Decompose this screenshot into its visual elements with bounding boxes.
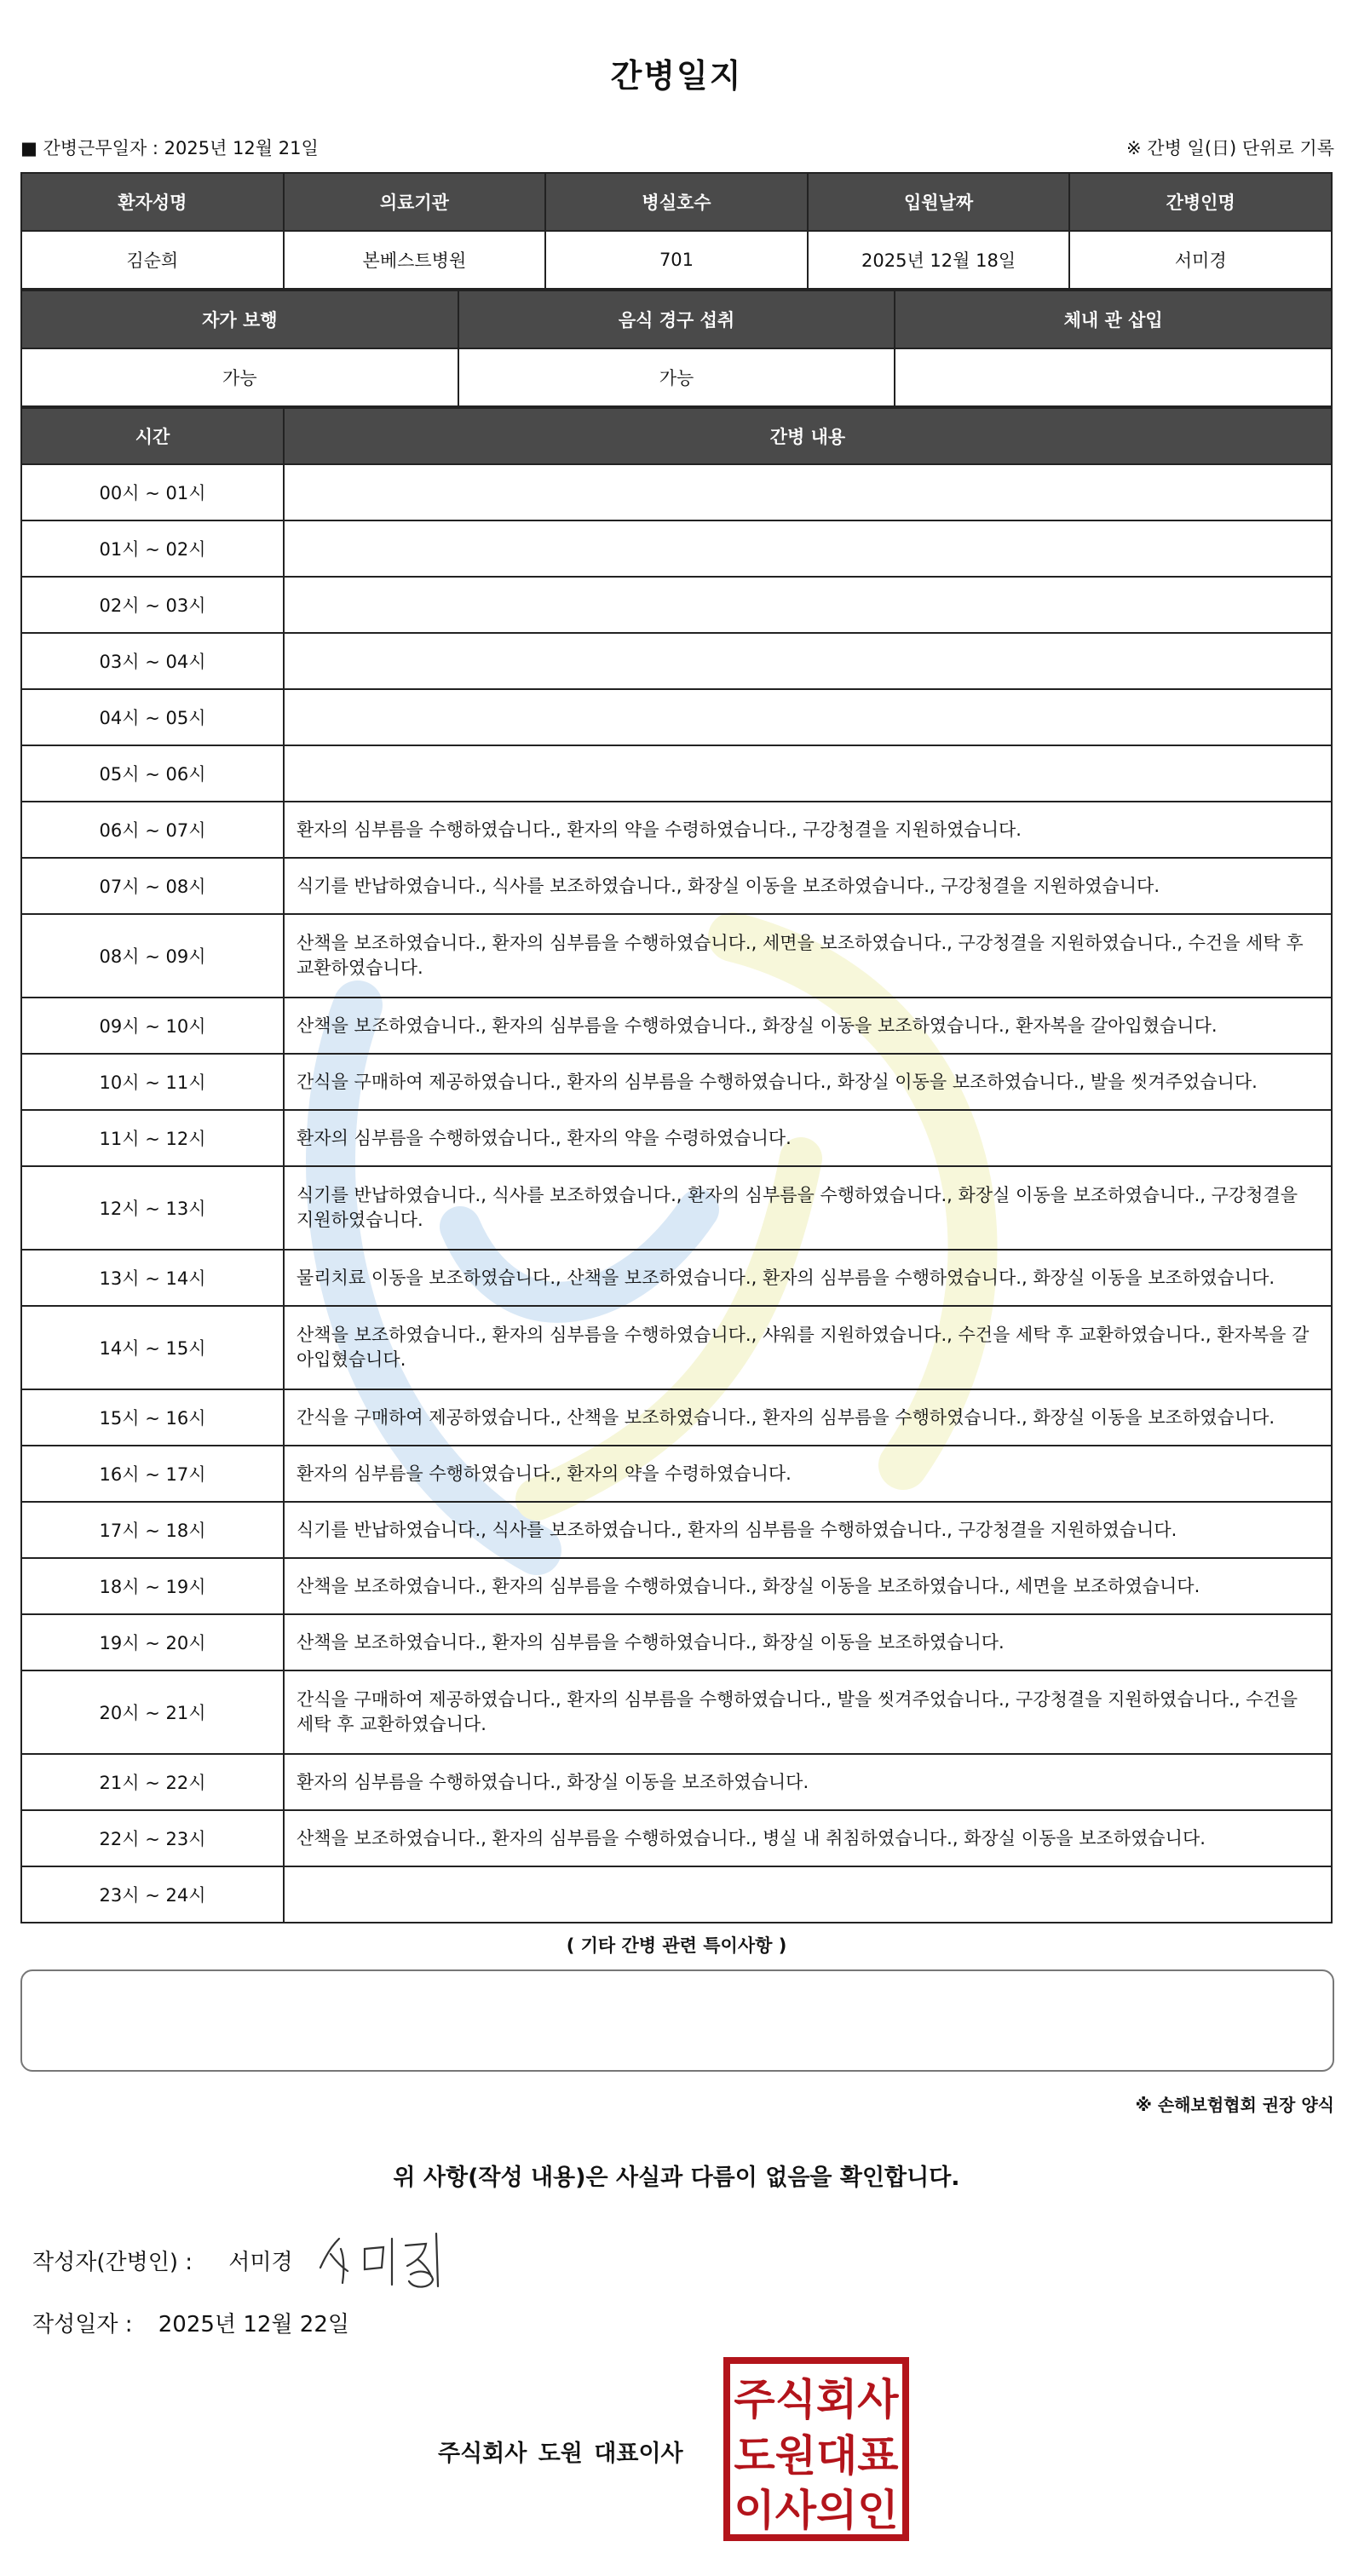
- header-oral-intake: 음식 경구 섭취: [458, 290, 895, 348]
- care-log-row: [21, 633, 1332, 689]
- header-care-content: 간병 내용: [284, 408, 1332, 464]
- care-log-time: 11시 ~ 12시: [21, 1110, 284, 1166]
- seal-text-line-1: 주식회사: [734, 2375, 899, 2424]
- care-log-row: [21, 1866, 1332, 1923]
- care-log-body: [21, 464, 1332, 1923]
- patient-name: 김순희: [21, 231, 284, 289]
- confirmation-statement: 위 사항(작성 내용)은 사실과 다름이 없음을 확인합니다.: [393, 2165, 960, 2191]
- care-log-content: [284, 633, 1332, 689]
- care-log-content: 물리치료 이동을 보조하였습니다., 산책을 보조하였습니다., 환자의 심부름을 수행하였습니다., 화장실 이동을 보조하였습니다.: [284, 1250, 1332, 1306]
- care-log-row: [21, 1110, 1332, 1166]
- care-log-time: 23시 ~ 24시: [21, 1866, 284, 1923]
- patient-info-value-row: [21, 231, 1332, 289]
- care-log-content: 환자의 심부름을 수행하였습니다., 환자의 약을 수령하였습니다.: [284, 1110, 1332, 1166]
- patient-info-header-row: [21, 173, 1332, 231]
- care-log-row: [21, 914, 1332, 998]
- care-log-row: [21, 464, 1332, 520]
- company-representative: 주식회사 도원 대표이사: [438, 2441, 683, 2467]
- care-log-row: [21, 1810, 1332, 1866]
- care-log-content: 식기를 반납하였습니다., 식사를 보조하였습니다., 화장실 이동을 보조하였습니다., 구강청결을 지원하였습니다.: [284, 858, 1332, 914]
- header-hospital: 의료기관: [284, 173, 546, 231]
- care-log-row: [21, 998, 1332, 1054]
- care-log-content: 산책을 보조하였습니다., 환자의 심부름을 수행하였습니다., 화장실 이동을 보조하였습니다., 세면을 보조하였습니다.: [284, 1558, 1332, 1614]
- patient-info-table: [20, 172, 1333, 290]
- care-log-time: 20시 ~ 21시: [21, 1670, 284, 1754]
- care-log-row: [21, 1502, 1332, 1558]
- care-log-content: [284, 745, 1332, 802]
- care-log-content: 산책을 보조하였습니다., 환자의 심부름을 수행하였습니다., 세면을 보조하였습니다., 구강청결을 지원하였습니다., 수건을 세탁 후 교환하였습니다.: [284, 914, 1332, 998]
- handwritten-signature: [314, 2223, 458, 2291]
- care-log-row: [21, 1446, 1332, 1502]
- care-log-row: [21, 1250, 1332, 1306]
- care-log-time: 14시 ~ 15시: [21, 1306, 284, 1389]
- header-admission-date: 입원날짜: [808, 173, 1070, 231]
- care-log-time: 18시 ~ 19시: [21, 1558, 284, 1614]
- care-log-row: [21, 1558, 1332, 1614]
- care-log-time: 15시 ~ 16시: [21, 1389, 284, 1446]
- care-log-content: 식기를 반납하였습니다., 식사를 보조하였습니다., 환자의 심부름을 수행하였습니다., 구강청결을 지원하였습니다.: [284, 1502, 1332, 1558]
- form-source-note: ※ 손해보험협회 권장 양식: [1135, 2095, 1334, 2115]
- care-log-time: 12시 ~ 13시: [21, 1166, 284, 1250]
- care-log-time: 01시 ~ 02시: [21, 520, 284, 577]
- care-log-row: [21, 577, 1332, 633]
- care-log-content: [284, 520, 1332, 577]
- care-log-row: [21, 802, 1332, 858]
- header-walking: 자가 보행: [21, 290, 458, 348]
- care-log-header-row: [21, 408, 1332, 464]
- record-unit-note: ※ 간병 일(日) 단위로 기록: [1126, 138, 1334, 158]
- care-log-row: [21, 745, 1332, 802]
- care-log-row: [21, 858, 1332, 914]
- page-title: 간병일지: [610, 57, 743, 95]
- written-date-line: [32, 2307, 349, 2338]
- care-log-row: [21, 1614, 1332, 1670]
- care-log-row: [21, 1389, 1332, 1446]
- care-log-content: 산책을 보조하였습니다., 환자의 심부름을 수행하였습니다., 병실 내 취침하였습니다., 화장실 이동을 보조하였습니다.: [284, 1810, 1332, 1866]
- admission-date: 2025년 12월 18일: [808, 231, 1070, 289]
- care-log-time: 04시 ~ 05시: [21, 689, 284, 745]
- care-log-content: 식기를 반납하였습니다., 식사를 보조하였습니다., 환자의 심부름을 수행하였습니다., 화장실 이동을 보조하였습니다., 구강청결을 지원하였습니다.: [284, 1166, 1332, 1250]
- written-date: 2025년 12월 22일: [158, 2312, 349, 2337]
- care-log-content: [284, 1866, 1332, 1923]
- special-notes-box: [20, 1969, 1334, 2072]
- hospital-name: 본베스트병원: [284, 231, 546, 289]
- care-log-row: [21, 1306, 1332, 1389]
- care-log-content: 산책을 보조하였습니다., 환자의 심부름을 수행하였습니다., 화장실 이동을 보조하였습니다., 환자복을 갈아입혔습니다.: [284, 998, 1332, 1054]
- care-log-row: [21, 1754, 1332, 1810]
- header-patient-name: 환자성명: [21, 173, 284, 231]
- care-log-row: [21, 1670, 1332, 1754]
- writer-line: [32, 2245, 293, 2276]
- writer-label: 작성자(간병인) :: [32, 2250, 193, 2275]
- care-log-content: 간식을 구매하여 제공하였습니다., 환자의 심부름을 수행하였습니다., 발을 씻겨주었습니다., 구강청결을 지원하였습니다., 수건을 세탁 후 교환하였습니다.: [284, 1670, 1332, 1754]
- care-log-table: [20, 407, 1333, 1923]
- tube-value: [895, 348, 1332, 406]
- special-notes-heading: ( 기타 간병 관련 특이사항 ): [566, 1935, 787, 1956]
- care-log-content: 산책을 보조하였습니다., 환자의 심부름을 수행하였습니다., 화장실 이동을 보조하였습니다.: [284, 1614, 1332, 1670]
- care-log-row: [21, 1054, 1332, 1110]
- care-log-row: [21, 520, 1332, 577]
- care-log-content: 간식을 구매하여 제공하였습니다., 환자의 심부름을 수행하였습니다., 화장실 이동을 보조하였습니다., 발을 씻겨주었습니다.: [284, 1054, 1332, 1110]
- care-log-content: [284, 689, 1332, 745]
- room-number: 701: [545, 231, 808, 289]
- care-log-content: 환자의 심부름을 수행하였습니다., 환자의 약을 수령하였습니다., 구강청결을 지원하였습니다.: [284, 802, 1332, 858]
- care-log-time: 13시 ~ 14시: [21, 1250, 284, 1306]
- care-log-time: 16시 ~ 17시: [21, 1446, 284, 1502]
- status-table: [20, 290, 1333, 407]
- care-log-content: 환자의 심부름을 수행하였습니다., 환자의 약을 수령하였습니다.: [284, 1446, 1332, 1502]
- care-log-time: 02시 ~ 03시: [21, 577, 284, 633]
- care-log-content: [284, 577, 1332, 633]
- care-log-time: 05시 ~ 06시: [21, 745, 284, 802]
- writer-name: 서미경: [228, 2250, 293, 2275]
- care-log-time: 21시 ~ 22시: [21, 1754, 284, 1810]
- status-value-row: [21, 348, 1332, 406]
- status-header-row: [21, 290, 1332, 348]
- care-log-content: 산책을 보조하였습니다., 환자의 심부름을 수행하였습니다., 샤워를 지원하였습니다., 수건을 세탁 후 교환하였습니다., 환자복을 갈아입혔습니다.: [284, 1306, 1332, 1389]
- company-seal: [723, 2356, 910, 2542]
- walking-value: 가능: [21, 348, 458, 406]
- work-date: ■ 간병근무일자 : 2025년 12월 21일: [20, 138, 319, 158]
- care-log-time: 08시 ~ 09시: [21, 914, 284, 998]
- care-log-time: 06시 ~ 07시: [21, 802, 284, 858]
- caregiver-name: 서미경: [1069, 231, 1332, 289]
- care-log-time: 03시 ~ 04시: [21, 633, 284, 689]
- care-log-time: 07시 ~ 08시: [21, 858, 284, 914]
- care-log-content: 간식을 구매하여 제공하였습니다., 산책을 보조하였습니다., 환자의 심부름을 수행하였습니다., 화장실 이동을 보조하였습니다.: [284, 1389, 1332, 1446]
- care-log-content: 환자의 심부름을 수행하였습니다., 화장실 이동을 보조하였습니다.: [284, 1754, 1332, 1810]
- header-caregiver: 간병인명: [1069, 173, 1332, 231]
- care-log-content: [284, 464, 1332, 520]
- header-tube: 체내 관 삽입: [895, 290, 1332, 348]
- written-date-label: 작성일자 :: [32, 2312, 133, 2337]
- header-room: 병실호수: [545, 173, 808, 231]
- care-log-time: 00시 ~ 01시: [21, 464, 284, 520]
- seal-text-line-3: 이사의인: [734, 2486, 899, 2535]
- care-log-time: 09시 ~ 10시: [21, 998, 284, 1054]
- seal-text-line-2: 도원대표: [734, 2431, 899, 2481]
- care-log-time: 19시 ~ 20시: [21, 1614, 284, 1670]
- care-log-time: 10시 ~ 11시: [21, 1054, 284, 1110]
- care-log-time: 22시 ~ 23시: [21, 1810, 284, 1866]
- care-log-time: 17시 ~ 18시: [21, 1502, 284, 1558]
- care-log-row: [21, 689, 1332, 745]
- care-log-row: [21, 1166, 1332, 1250]
- oral-intake-value: 가능: [458, 348, 895, 406]
- header-time: 시간: [21, 408, 284, 464]
